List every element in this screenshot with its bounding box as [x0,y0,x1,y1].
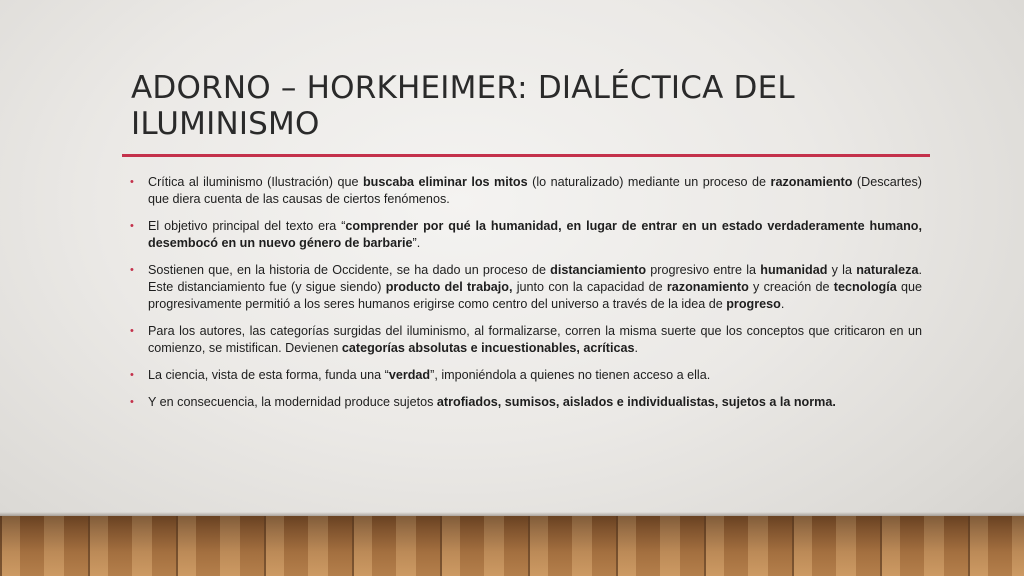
bullet-text: Crítica al iluminismo (Ilustración) que [148,175,363,189]
bullet-dot-icon: • [130,264,134,276]
bullet-text: (Descartes) que diera cuenta de las causas de ciertos fenómenos. [148,175,922,206]
bullet-text: El objetivo principal del texto era “ [148,219,346,233]
bullet-text: ”. [412,236,421,250]
bullet-text-bold: producto del trabajo, [385,280,513,294]
wood-floor-decoration [0,516,1024,576]
bullet-item [130,367,922,384]
bullet-text-bold: buscaba eliminar los mitos [362,175,528,189]
bullet-dot-icon: • [130,220,134,232]
bullet-item [130,218,922,252]
bullet-dot-icon: • [130,176,134,188]
bullet-text: progresivo entre la [646,263,761,277]
bullet-text: junto con la capacidad de [512,280,667,294]
bullet-text: que progresivamente permitió a los seres humanos erigirse como centro del universo a través de la idea de [148,280,923,311]
bullet-item [130,323,922,357]
bullet-text-bold: humanidad [760,263,828,277]
bullet-text: Para los autores, las categorías surgidas del iluminismo, al formalizarse, corren la misma suerte que los conceptos que criticaron en un comienzo, se mistifican. Devienen [148,324,922,355]
bullet-text: ”, imponiéndola a quienes no tienen acceso a ella. [430,368,711,382]
bullet-text: Y en consecuencia, la modernidad produce sujetos [148,395,437,409]
bullet-text-bold: razonamiento [666,280,749,294]
bullet-text: Sostienen que, en la historia de Occidente, se ha dado un proceso de [148,263,551,277]
bullet-text: . [634,341,638,355]
bullet-dot-icon: • [130,369,134,381]
bullet-text: . [780,297,785,311]
bullet-text: y la [827,263,857,277]
bullet-list [130,174,922,421]
bullet-item [130,262,922,313]
slide-title: ADORNO – HORKHEIMER: DIALÉCTICA DEL ILUMINISMO [131,70,795,142]
bullet-dot-icon: • [130,325,134,337]
bullet-text-bold: tecnología [833,280,897,294]
bullet-text-bold: categorías absolutas e incuestionables, acríticas [341,341,635,355]
bullet-item [130,174,922,208]
bullet-text: (lo naturalizado) mediante un proceso de [527,175,771,189]
bullet-text: y creación de [748,280,834,294]
bullet-text-bold: comprender por qué la humanidad, en lugar de entrar en un estado verdaderamente humano, desembocó en un nuevo género de barbarie [148,219,922,250]
bullet-text-bold: razonamiento [770,175,853,189]
bullet-text-bold: verdad [388,368,431,382]
bullet-text-bold: naturaleza [856,263,919,277]
bullet-text-bold: atrofiados, sumisos, aislados e individualistas, sujetos a la norma. [436,395,836,409]
bullet-text-bold: progreso [726,297,781,311]
bullet-text: . Este distanciamiento fue (y sigue siendo) [148,263,922,294]
bullet-text-bold: distanciamiento [550,263,647,277]
bullet-dot-icon: • [130,396,134,408]
bullet-text: La ciencia, vista de esta forma, funda una “ [148,368,389,382]
bullet-item [130,394,922,411]
title-divider [122,154,930,157]
